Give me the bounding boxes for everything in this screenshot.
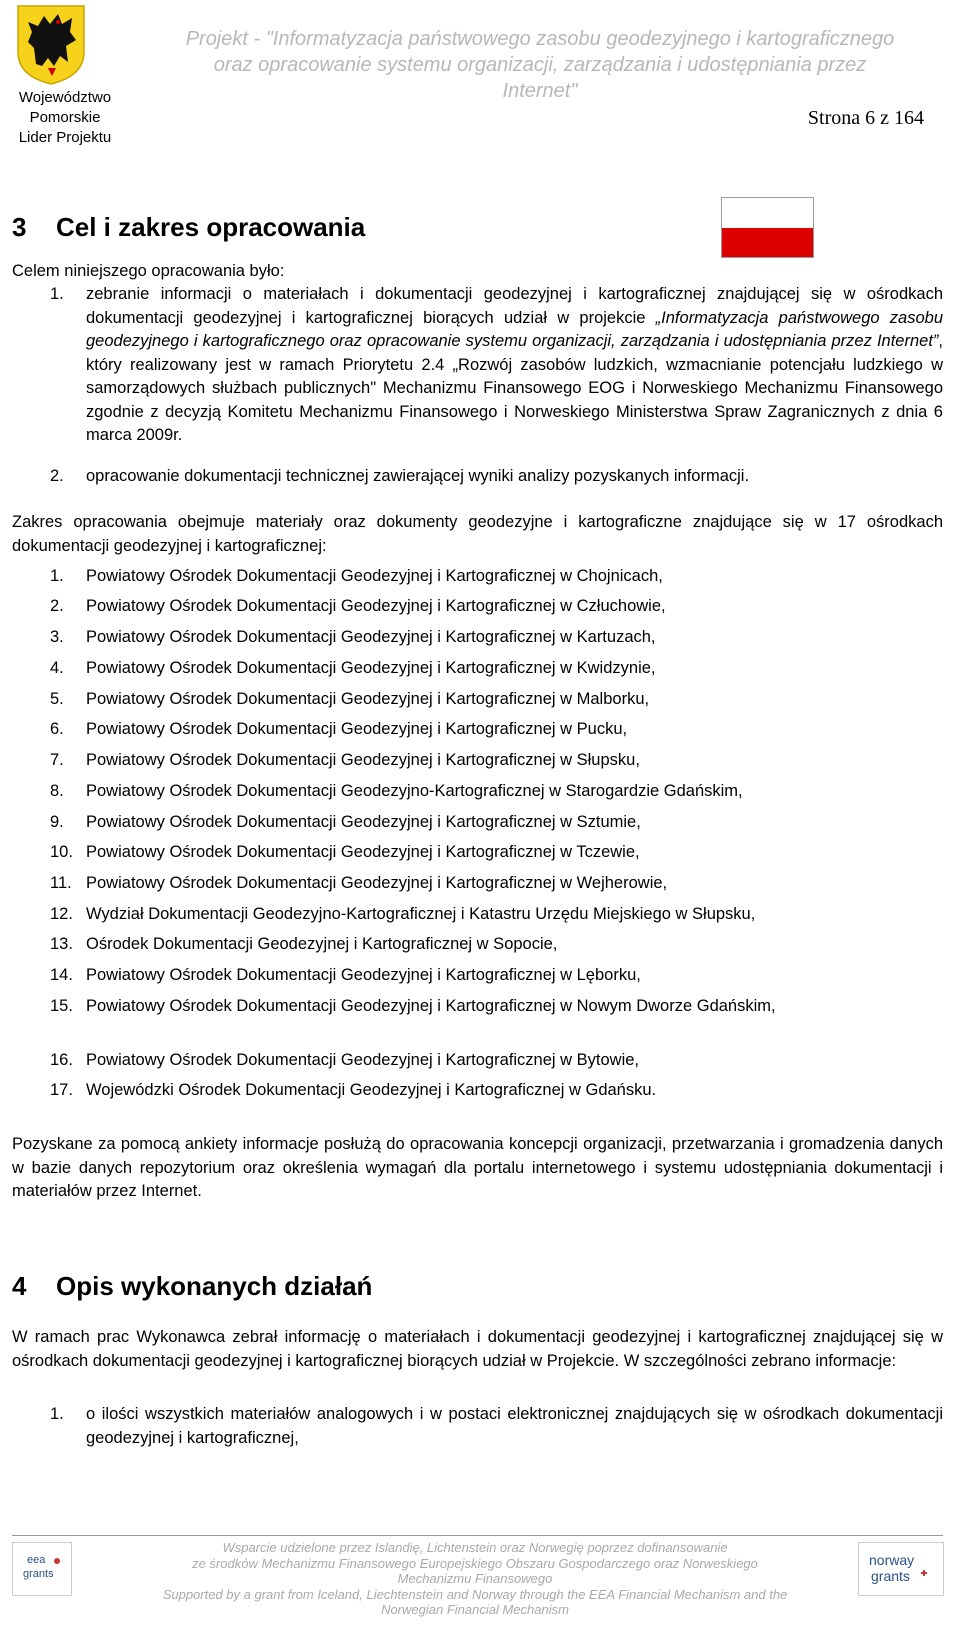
list-text: Powiatowy Ośrodek Dokumentacji Geodezyjnej i Kartograficznej w Kartuzach, — [86, 628, 656, 646]
list-number: 1. — [50, 567, 64, 585]
list-number: 13. — [50, 935, 73, 953]
svg-text:norway: norway — [869, 1552, 915, 1568]
list-text: opracowanie dokumentacji technicznej zawierającej wyniki analizy pozyskanych informacji. — [86, 467, 750, 485]
section-number: 3 — [12, 212, 27, 242]
list-number: 2. — [50, 467, 64, 485]
list-text — [86, 283, 943, 448]
list-number: 15. — [50, 997, 73, 1015]
list-number: 10. — [50, 843, 73, 861]
center-list-item — [50, 811, 943, 835]
organization-label — [0, 88, 130, 148]
project-title-line: Projekt - "Informatyzacja państwowego zasobu geodezyjnego i kartograficznego — [185, 28, 895, 50]
list-text: Powiatowy Ośrodek Dokumentacji Geodezyjnej i Kartograficznej w Człuchowie, — [86, 597, 666, 615]
list-text: Powiatowy Ośrodek Dokumentacji Geodezyjnej i Kartograficznej w Kwidzynie, — [86, 659, 656, 677]
list-item — [50, 283, 943, 448]
section-title: Opis wykonanych działań — [56, 1271, 373, 1301]
svg-text:grants: grants — [871, 1568, 910, 1584]
list-text: Powiatowy Ośrodek Dokumentacji Geodezyjnej i Kartograficznej w Malborku, — [86, 690, 650, 708]
list-text: Powiatowy Ośrodek Dokumentacji Geodezyjnej i Kartograficznej w Nowym Dworze Gdańskim, — [86, 997, 776, 1015]
list-number: 4. — [50, 659, 64, 677]
list-number: 7. — [50, 751, 64, 769]
paragraph: Pozyskane za pomocą ankiety informacje posłużą do opracowania koncepcji organizacji, przetwarzania i gromadzenia danych w bazie danych repozytorium oraz określenia wymagań dla portalu internetowego i systemu udostępniania dokumentacji i materiałów przez Internet. — [12, 1135, 943, 1200]
list-text: Powiatowy Ośrodek Dokumentacji Geodezyjnej i Kartograficznej w Słupsku, — [86, 751, 640, 769]
svg-text:grants: grants — [23, 1568, 54, 1580]
list-number: 3. — [50, 628, 64, 646]
project-title-line: oraz opracowanie systemu organizacji, zarządzania i udostępniania przez — [213, 54, 867, 76]
section-number: 4 — [12, 1271, 27, 1301]
list-text: Powiatowy Ośrodek Dokumentacji Geodezyjnej i Kartograficznej w Tczewie, — [86, 843, 640, 861]
org-line: Lider Projektu — [18, 129, 112, 146]
project-name-italic: „Informatyzacja państwowego zasobu geodezyjnego i kartograficznego oraz opracowanie systemu organizacji, zarządzania i udostępniania przez Internet” — [86, 308, 943, 350]
org-line: Pomorskie — [29, 109, 101, 126]
list-number: 8. — [50, 782, 64, 800]
list-item — [50, 465, 943, 489]
text-run: , który realizowany jest w ramach Priorytetu 2.4 „Rozwój zasobów ludzkich, wzmacnianie potencjału ludzkiego w samorządowych służbach publicznych" Mechanizmu Finansowego EOG i Norweskiego Mechanizmu Finansowego zgodnie z decyzją Komitetu Mechanizmu Finansowego i Norweskiego Ministerstwa Spraw Zagranicznych z dnia 6 marca 2009r. — [86, 332, 943, 444]
list-number: 1. — [50, 285, 64, 303]
center-list-item — [50, 933, 943, 957]
list-number: 11. — [50, 874, 72, 892]
list-text: Powiatowy Ośrodek Dokumentacji Geodezyjno-Kartograficznej w Starogardzie Gdańskim, — [86, 782, 743, 800]
paragraph: Celem niniejszego opracowania było: — [12, 262, 285, 280]
list-text: Powiatowy Ośrodek Dokumentacji Geodezyjnej i Kartograficznej w Sztumie, — [86, 813, 641, 831]
list-text: Wydział Dokumentacji Geodezyjno-Kartograficznej i Katastru Urzędu Miejskiego w Słupsku, — [86, 905, 756, 923]
list-text: Ośrodek Dokumentacji Geodezyjnej i Kartograficznej w Sopocie, — [86, 935, 558, 953]
list-text: Wojewódzki Ośrodek Dokumentacji Geodezyjnej i Kartograficznej w Gdańsku. — [86, 1081, 657, 1099]
center-list-item — [50, 903, 943, 927]
section-heading — [12, 1271, 372, 1302]
footer-line-text: Wsparcie udzielone przez Islandię, Lichtenstein oraz Norwegię poprzez dofinansowanie — [222, 1540, 728, 1555]
norway-grants-logo-icon — [858, 1542, 944, 1596]
eea-grants-logo-icon — [12, 1542, 72, 1596]
list-text: Powiatowy Ośrodek Dokumentacji Geodezyjnej i Kartograficznej w Chojnicach, — [86, 567, 663, 585]
center-list-item — [50, 749, 943, 773]
list-text: Powiatowy Ośrodek Dokumentacji Geodezyjnej i Kartograficznej w Wejherowie, — [86, 874, 668, 892]
org-line: Województwo — [18, 89, 112, 106]
paragraph: W ramach prac Wykonawca zebrał informację o materiałach i dokumentacji geodezyjnej i kartograficznej znajdującej się w ośrodkach dokumentacji geodezyjnej i kartograficznej biorących udział w Projekcie. W szczególności zebrano informacje: — [12, 1328, 943, 1370]
footer-line-text: Norwegian Financial Mechanism — [381, 1602, 569, 1617]
list-text: Powiatowy Ośrodek Dokumentacji Geodezyjnej i Kartograficznej w Pucku, — [86, 720, 628, 738]
svg-text:eea: eea — [27, 1554, 46, 1566]
list-number: 6. — [50, 720, 64, 738]
center-list-item — [50, 964, 943, 988]
center-list-item — [50, 872, 943, 896]
list-number: 5. — [50, 690, 64, 708]
project-title — [150, 26, 930, 104]
list-number: 17. — [50, 1081, 73, 1099]
footer-line-text: Supported by a grant from Iceland, Liechtenstein and Norway through the EEA Financial Mechanism and the — [162, 1586, 788, 1602]
footer-line-text: ze środków Mechanizmu Finansowego Europejskiego Obszaru Gospodarczego oraz Norweskiego — [192, 1555, 758, 1571]
footer-line-text: Mechanizmu Finansowego — [397, 1571, 553, 1586]
polish-flag-icon — [721, 197, 814, 258]
footer-divider — [12, 1535, 943, 1536]
center-list-item — [50, 780, 943, 804]
list-item — [50, 1403, 943, 1450]
list-number: 14. — [50, 966, 73, 984]
project-title-line: Internet" — [502, 80, 578, 102]
footer-text — [110, 1540, 840, 1618]
center-list-item — [50, 688, 943, 712]
center-list-item — [50, 841, 943, 865]
list-number: 2. — [50, 597, 64, 615]
center-list-item — [50, 595, 943, 619]
paragraph: Zakres opracowania obejmuje materiały oraz dokumenty geodezyjne i kartograficzne znajdujące się w 17 ośrodkach dokumentacji geodezyjnej i kartograficznej: — [12, 513, 943, 555]
pomorskie-coat-of-arms-icon — [14, 2, 88, 86]
center-list-item — [50, 1049, 943, 1073]
center-list-item — [50, 565, 943, 589]
list-number: 12. — [50, 905, 73, 923]
center-list-item — [50, 718, 943, 742]
list-number: 9. — [50, 813, 64, 831]
center-list-item — [50, 657, 943, 681]
list-text: o ilości wszystkich materiałów analogowych i w postaci elektronicznej znajdujących się w ośrodkach dokumentacji geodezyjnej i kartograficznej, — [86, 1405, 943, 1447]
text-run: zebranie informacji o materiałach i dokumentacji geodezyjnej i kartograficznej znajdującej się w ośrodkach dokumentacji geodezyjnej i kartograficznej biorących udział w projekcie — [86, 285, 943, 327]
center-list-item — [50, 995, 943, 1019]
list-text: Powiatowy Ośrodek Dokumentacji Geodezyjnej i Kartograficznej w Bytowie, — [86, 1051, 639, 1069]
section-title: Cel i zakres opracowania — [56, 212, 366, 242]
section-heading — [12, 212, 365, 243]
center-list-item — [50, 1079, 943, 1103]
list-number: 1. — [50, 1405, 64, 1423]
list-number: 16. — [50, 1051, 73, 1069]
list-text: Powiatowy Ośrodek Dokumentacji Geodezyjnej i Kartograficznej w Lęborku, — [86, 966, 641, 984]
page-number: Strona 6 z 164 — [807, 107, 924, 129]
center-list-item — [50, 626, 943, 650]
